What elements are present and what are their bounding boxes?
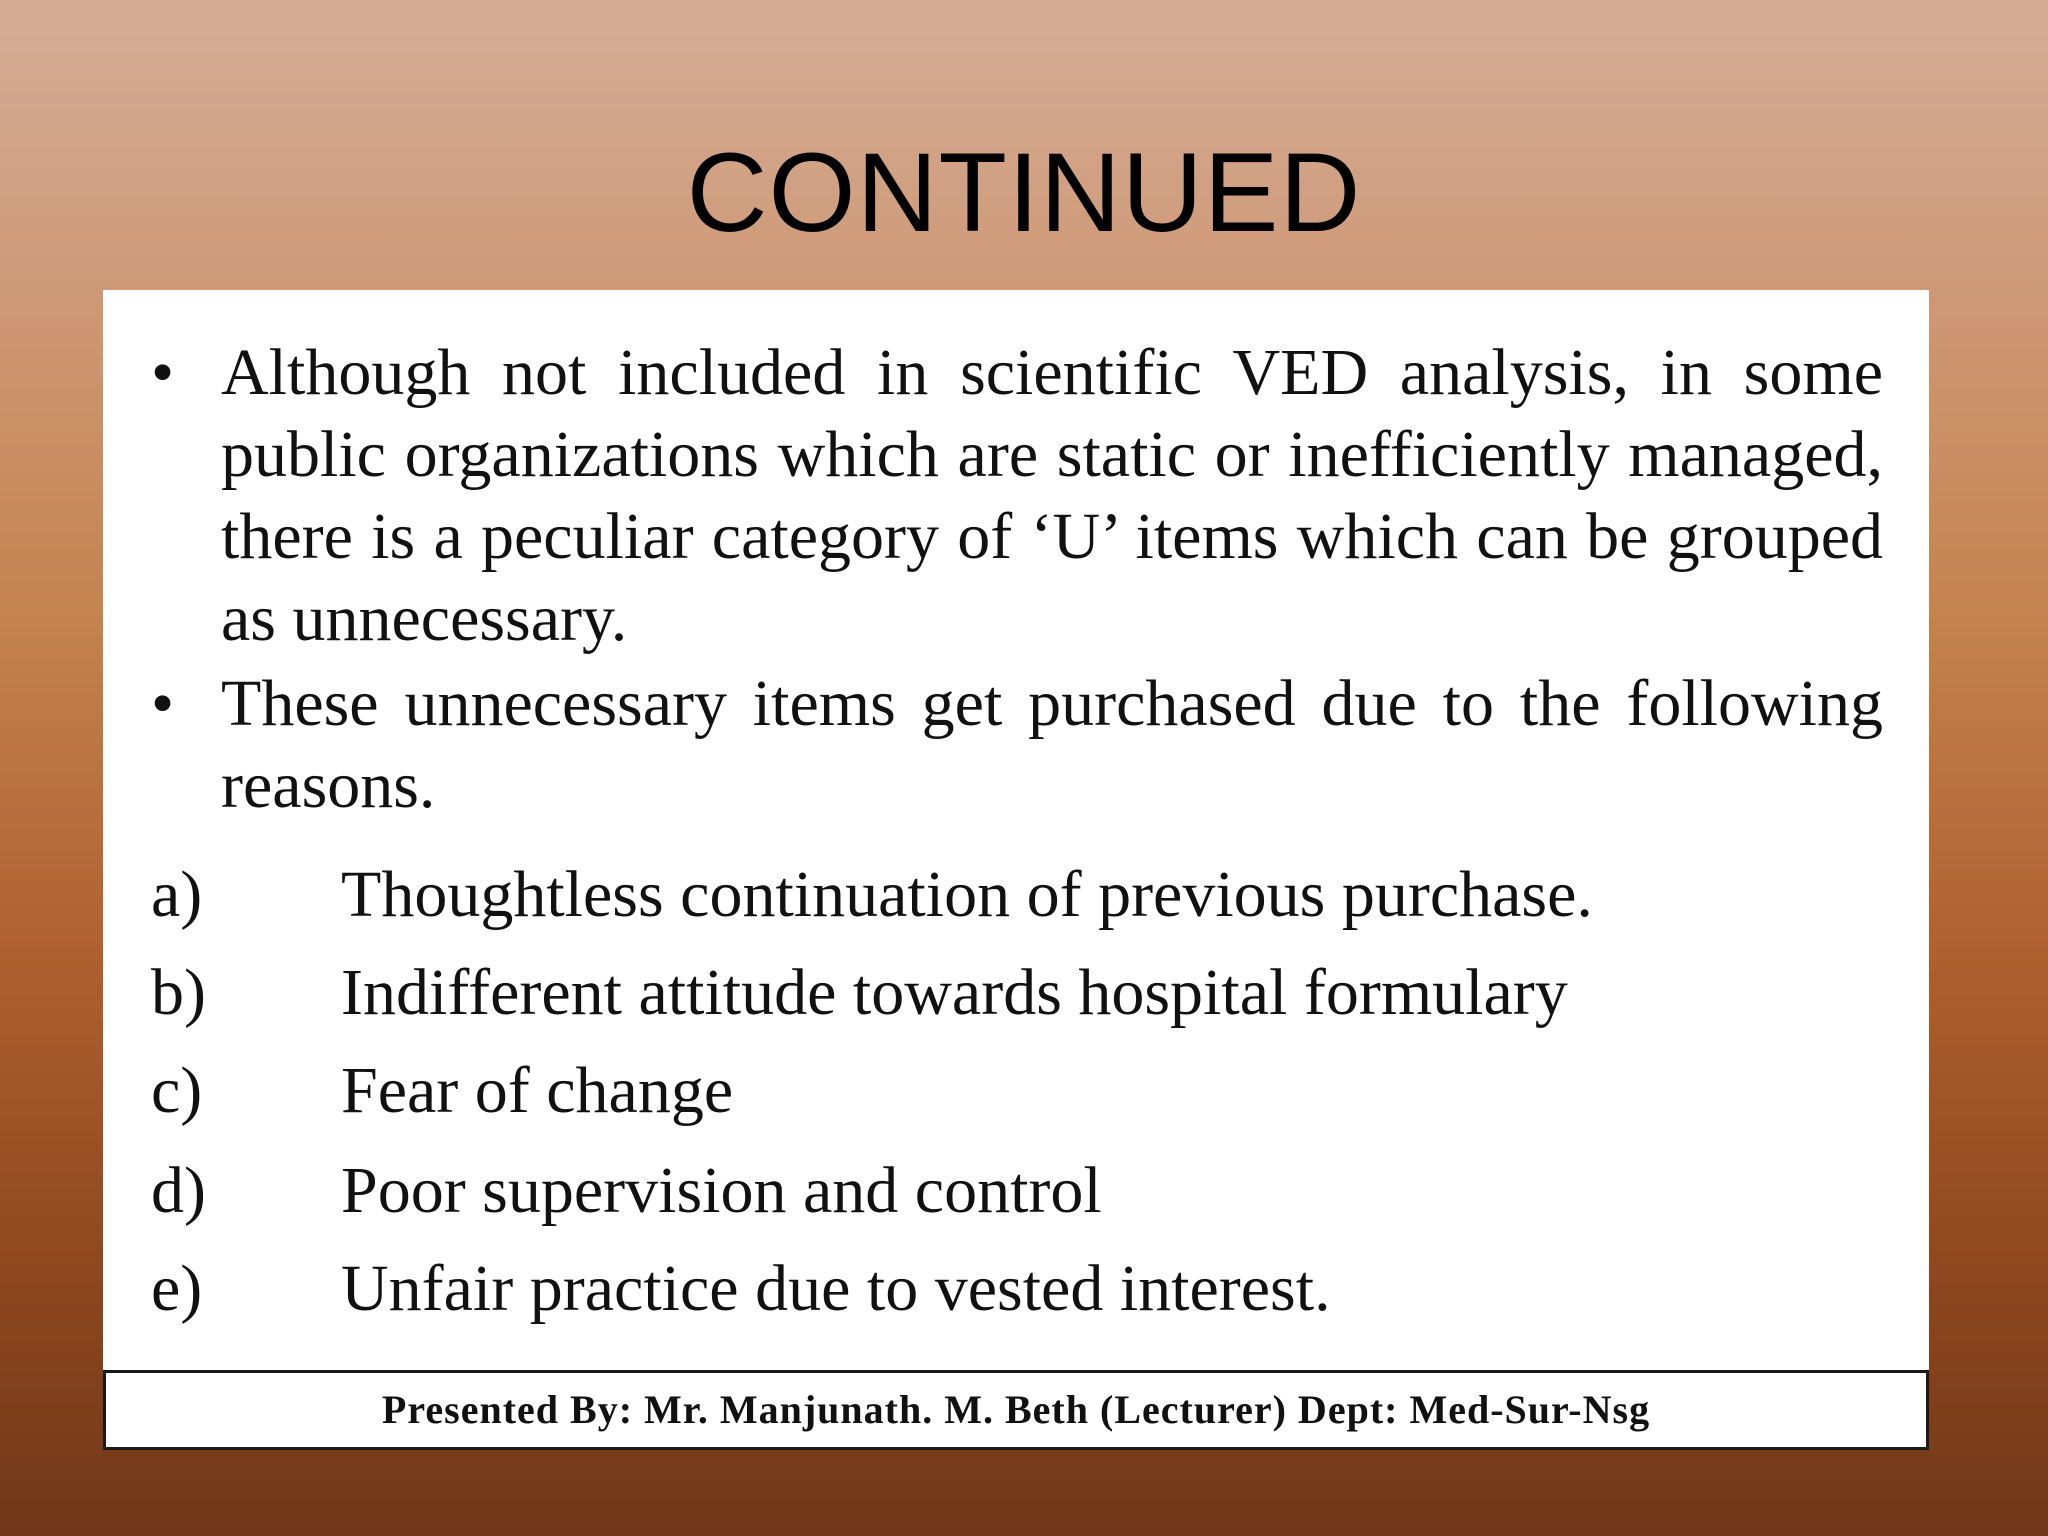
reason-text: Thoughtless continuation of previous purchase. [341, 858, 1593, 931]
presenter-credit: Presented By: Mr. Manjunath. M. Beth (Lecturer) Dept: Med-Sur-Nsg [381, 1387, 1651, 1432]
slide-title: CONTINUED [686, 130, 1362, 255]
reason-text: Fear of change [341, 1054, 734, 1127]
reason-letter: d) [151, 1154, 206, 1227]
reason-item [151, 1244, 1931, 1334]
reason-text: Poor supervision and control [341, 1154, 1102, 1227]
reason-item [151, 948, 1931, 1038]
bullet-mark: • [151, 336, 175, 409]
reason-letter: b) [151, 956, 206, 1029]
reason-text: Indifferent attitude towards hospital formulary [341, 956, 1568, 1029]
reason-letter: a) [151, 858, 203, 931]
bullet-text: Although not included in scientific VED analysis, in some public organizations which are static or inefficiently managed, there is a peculiar category of ‘U’ items which can be grouped as unnecessary. [221, 336, 1883, 655]
bullet-text: These unnecessary items get purchased due to the following reasons. [221, 667, 1883, 822]
reason-item [151, 850, 1931, 940]
bullet-mark: • [151, 667, 175, 740]
reason-text: Unfair practice due to vested interest. [341, 1252, 1331, 1325]
presenter-footer [103, 1370, 1929, 1450]
content-panel [103, 290, 1929, 1371]
reason-item [151, 1046, 1931, 1136]
reason-letter: e) [151, 1252, 203, 1325]
reason-letter: c) [151, 1054, 203, 1127]
reason-item [151, 1146, 1931, 1236]
